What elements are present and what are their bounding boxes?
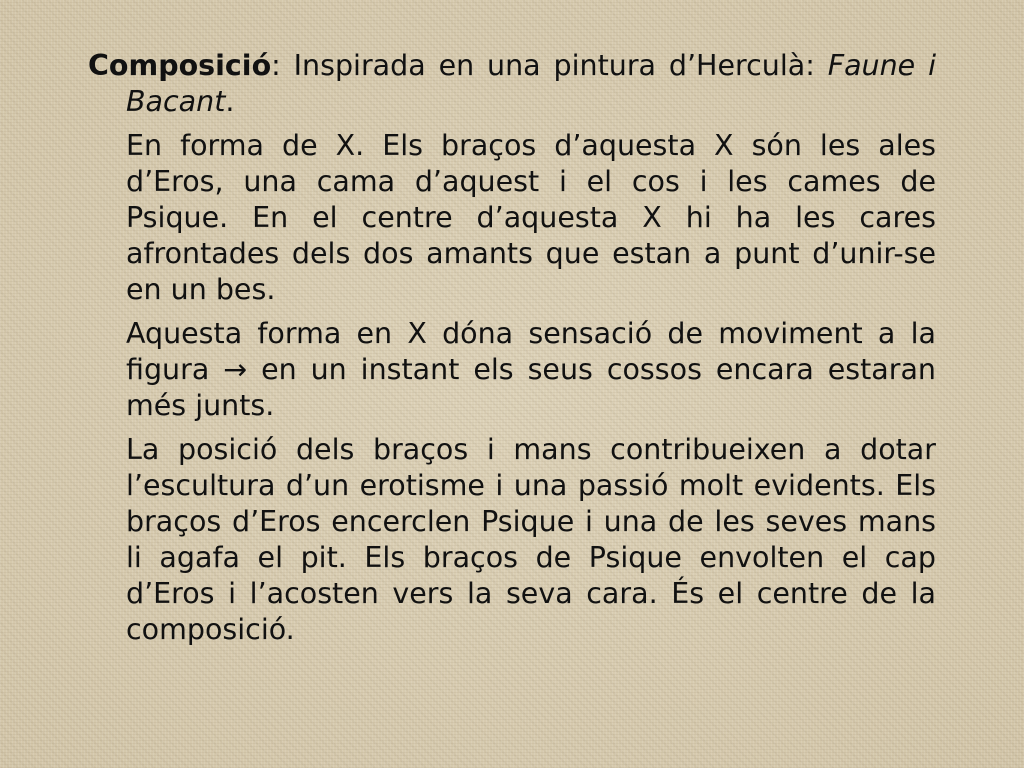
paragraph-movement: Aquesta forma en X dóna sensació de moviment a la figura → en un instant els seus cossos encara estaran més junts. [126,317,936,422]
composition-intro: : Inspirada en una pintura d’Herculà: [271,49,828,82]
slide-body [88,48,936,648]
composition-heading-end: . [225,85,235,118]
composition-heading-paragraph [88,48,936,120]
paragraph-x-shape: En forma de X. Els braços d’aquesta X són les ales d’Eros, una cama d’aquest i el cos i les cames de Psique. En el centre d’aquesta X hi ha les cares afrontades dels dos amants que estan a punt d’unir-se en un bes. [126,129,936,306]
composition-term: Composició [88,49,272,82]
painting-title: Faune i Bacant [126,49,936,118]
paragraph-arms-hands: La posició dels braços i mans contribueixen a dotar l’escultura d’un erotisme i una passió molt evidents. Els braços d’Eros encerclen Psique i una de les seves mans li agafa el pit. Els braços de Psique envolten el cap d’Eros i l’acosten vers la seva cara. És el centre de la composició. [126,433,936,646]
